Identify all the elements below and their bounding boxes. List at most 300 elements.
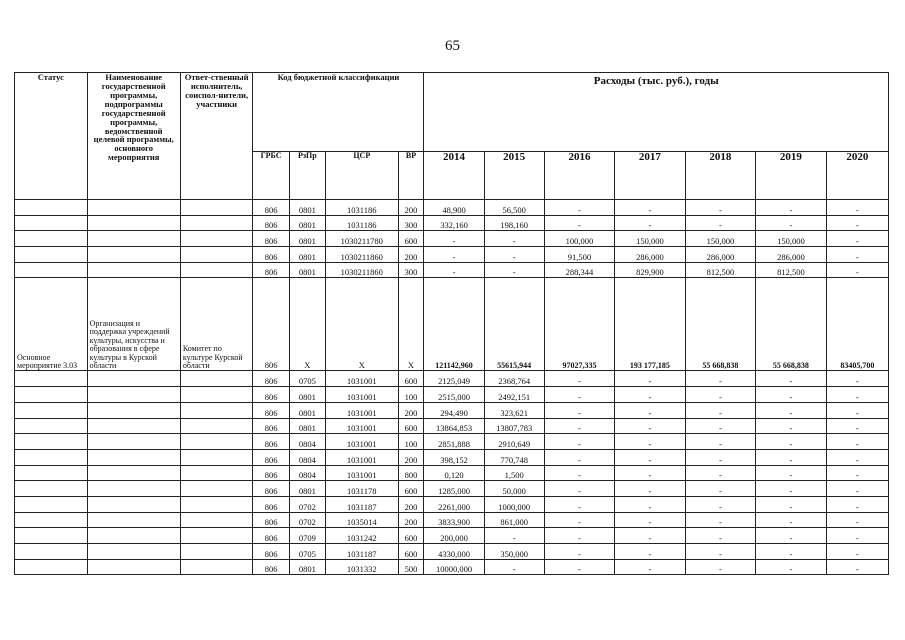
year-value-cell: 2125,049 <box>424 371 484 387</box>
csr-cell: 1030211860 <box>325 247 398 263</box>
table-body-top <box>15 200 889 278</box>
year-value-cell: - <box>826 262 888 278</box>
name-cell <box>87 465 180 481</box>
year-value-cell: - <box>756 465 826 481</box>
csr-cell: 1031001 <box>325 418 398 434</box>
executor-cell <box>180 512 253 528</box>
status-cell <box>15 496 88 512</box>
year-value-cell: 350,000 <box>484 544 544 560</box>
vr-cell: 800 <box>398 465 424 481</box>
year-value-cell: 150,000 <box>615 231 685 247</box>
year-value-cell: - <box>615 402 685 418</box>
executor-cell <box>180 371 253 387</box>
table-body-bottom <box>15 371 889 575</box>
table-row <box>15 371 889 387</box>
year-value-cell: - <box>756 387 826 403</box>
year-value-cell: 91,500 <box>544 247 614 263</box>
year-value-cell: - <box>826 200 888 216</box>
executor-cell <box>180 528 253 544</box>
rzpr-cell: 0702 <box>289 512 325 528</box>
year-value-cell: 812,500 <box>756 262 826 278</box>
year-value-cell: - <box>685 200 755 216</box>
year-value-cell: 286,000 <box>685 247 755 263</box>
status-cell <box>15 262 88 278</box>
year-value-cell: - <box>615 544 685 560</box>
header-year: 2018 <box>685 152 755 200</box>
name-cell <box>87 449 180 465</box>
rzpr-cell: 0801 <box>289 402 325 418</box>
year-value-cell: - <box>544 402 614 418</box>
year-value-cell: 10000,000 <box>424 559 484 575</box>
year-value-cell: - <box>484 262 544 278</box>
year-value-cell: - <box>685 402 755 418</box>
header-year: 2017 <box>615 152 685 200</box>
executor-cell <box>180 231 253 247</box>
year-value-cell: - <box>685 465 755 481</box>
csr-cell: 1031332 <box>325 559 398 575</box>
main-grbs: 806 <box>253 278 289 371</box>
table-row <box>15 215 889 231</box>
status-cell <box>15 371 88 387</box>
vr-cell: 200 <box>398 496 424 512</box>
header-grbs: ГРБС <box>253 152 289 200</box>
year-value-cell: - <box>544 215 614 231</box>
year-value-cell: - <box>756 371 826 387</box>
year-value-cell: - <box>685 528 755 544</box>
year-value-cell: - <box>615 418 685 434</box>
year-value-cell: - <box>685 215 755 231</box>
status-cell <box>15 544 88 560</box>
status-cell <box>15 465 88 481</box>
year-value-cell: - <box>484 247 544 263</box>
name-cell <box>87 418 180 434</box>
csr-cell: 1031001 <box>325 465 398 481</box>
year-value-cell: - <box>424 231 484 247</box>
rzpr-cell: 0801 <box>289 215 325 231</box>
year-value-cell: - <box>756 512 826 528</box>
table-row <box>15 387 889 403</box>
name-cell <box>87 528 180 544</box>
year-value-cell: 100,000 <box>544 231 614 247</box>
grbs-cell: 806 <box>253 434 289 450</box>
year-value-cell: 770,748 <box>484 449 544 465</box>
rzpr-cell: 0801 <box>289 231 325 247</box>
year-value-cell: - <box>826 387 888 403</box>
executor-cell <box>180 434 253 450</box>
year-value-cell: 2515,000 <box>424 387 484 403</box>
vr-cell: 200 <box>398 200 424 216</box>
grbs-cell: 806 <box>253 496 289 512</box>
year-value-cell: 48,900 <box>424 200 484 216</box>
vr-cell: 200 <box>398 247 424 263</box>
year-value-cell: - <box>756 544 826 560</box>
year-value-cell: 1,500 <box>484 465 544 481</box>
year-value-cell: - <box>756 215 826 231</box>
year-value-cell: - <box>615 387 685 403</box>
year-value-cell: - <box>685 559 755 575</box>
year-value-cell: 829,900 <box>615 262 685 278</box>
year-value-cell: - <box>826 449 888 465</box>
year-value-cell: - <box>826 434 888 450</box>
rzpr-cell: 0705 <box>289 371 325 387</box>
executor-cell <box>180 402 253 418</box>
year-value-cell: 0,120 <box>424 465 484 481</box>
name-cell <box>87 544 180 560</box>
csr-cell: 1031001 <box>325 449 398 465</box>
year-value-cell: - <box>756 496 826 512</box>
year-value-cell: - <box>826 371 888 387</box>
csr-cell: 1031178 <box>325 481 398 497</box>
header-year: 2014 <box>424 152 484 200</box>
table-row <box>15 402 889 418</box>
status-cell <box>15 481 88 497</box>
year-value-cell: 50,000 <box>484 481 544 497</box>
table-row <box>15 544 889 560</box>
rzpr-cell: 0801 <box>289 387 325 403</box>
year-value-cell: - <box>484 528 544 544</box>
csr-cell: 1031187 <box>325 496 398 512</box>
year-value-cell: - <box>685 449 755 465</box>
year-value-cell: - <box>756 481 826 497</box>
year-value-cell: - <box>826 231 888 247</box>
vr-cell: 200 <box>398 512 424 528</box>
name-cell <box>87 496 180 512</box>
year-value-cell: - <box>484 559 544 575</box>
main-executor: Комитет по культуре Курской области <box>180 278 253 371</box>
main-rzpr: X <box>289 278 325 371</box>
header-year: 2020 <box>826 152 888 200</box>
year-value-cell: - <box>615 200 685 216</box>
year-value-cell: - <box>544 528 614 544</box>
year-value-cell: 150,000 <box>756 231 826 247</box>
year-value-cell: 294,490 <box>424 402 484 418</box>
name-cell <box>87 434 180 450</box>
name-cell <box>87 559 180 575</box>
year-value-cell: - <box>615 215 685 231</box>
year-value-cell: 150,000 <box>685 231 755 247</box>
year-value-cell: 861,000 <box>484 512 544 528</box>
table-row <box>15 418 889 434</box>
main-year-value: 97027,335 <box>544 278 614 371</box>
csr-cell: 1031186 <box>325 215 398 231</box>
year-value-cell: 332,160 <box>424 215 484 231</box>
vr-cell: 300 <box>398 215 424 231</box>
grbs-cell: 806 <box>253 262 289 278</box>
table-row <box>15 247 889 263</box>
executor-cell <box>180 418 253 434</box>
main-year-value: 121142,960 <box>424 278 484 371</box>
rzpr-cell: 0705 <box>289 544 325 560</box>
table-body-main <box>15 278 889 371</box>
name-cell <box>87 371 180 387</box>
year-value-cell: - <box>756 449 826 465</box>
year-value-cell: - <box>685 418 755 434</box>
name-cell <box>87 512 180 528</box>
year-value-cell: - <box>544 559 614 575</box>
rzpr-cell: 0804 <box>289 449 325 465</box>
status-cell <box>15 247 88 263</box>
name-cell <box>87 402 180 418</box>
csr-cell: 1031001 <box>325 434 398 450</box>
csr-cell: 1031187 <box>325 544 398 560</box>
rzpr-cell: 0801 <box>289 247 325 263</box>
name-cell <box>87 215 180 231</box>
year-value-cell: - <box>826 512 888 528</box>
vr-cell: 600 <box>398 371 424 387</box>
grbs-cell: 806 <box>253 418 289 434</box>
rzpr-cell: 0804 <box>289 465 325 481</box>
year-value-cell: - <box>544 449 614 465</box>
status-cell <box>15 402 88 418</box>
year-value-cell: - <box>544 496 614 512</box>
year-value-cell: - <box>484 231 544 247</box>
year-value-cell: - <box>615 496 685 512</box>
main-year-value: 55 668,838 <box>685 278 755 371</box>
year-value-cell: - <box>615 449 685 465</box>
year-value-cell: 286,000 <box>615 247 685 263</box>
year-value-cell: - <box>826 481 888 497</box>
name-cell <box>87 481 180 497</box>
vr-cell: 600 <box>398 231 424 247</box>
main-name: Организация и поддержка учреждений культуры, искусства и образования в сфере культуры в Курской области <box>87 278 180 371</box>
year-value-cell: - <box>685 512 755 528</box>
year-value-cell: 198,160 <box>484 215 544 231</box>
csr-cell: 1030211780 <box>325 231 398 247</box>
year-value-cell: - <box>615 512 685 528</box>
executor-cell <box>180 559 253 575</box>
year-value-cell: 286,000 <box>756 247 826 263</box>
main-vr: X <box>398 278 424 371</box>
rzpr-cell: 0801 <box>289 481 325 497</box>
grbs-cell: 806 <box>253 215 289 231</box>
vr-cell: 200 <box>398 449 424 465</box>
status-cell <box>15 387 88 403</box>
header-vr: ВР <box>398 152 424 200</box>
year-value-cell: - <box>544 512 614 528</box>
year-value-cell: 812,500 <box>685 262 755 278</box>
grbs-cell: 806 <box>253 231 289 247</box>
grbs-cell: 806 <box>253 544 289 560</box>
year-value-cell: - <box>544 544 614 560</box>
year-value-cell: - <box>615 559 685 575</box>
year-value-cell: - <box>424 247 484 263</box>
table-row <box>15 200 889 216</box>
csr-cell: 1031001 <box>325 371 398 387</box>
grbs-cell: 806 <box>253 387 289 403</box>
main-year-value: 83405,700 <box>826 278 888 371</box>
year-value-cell: - <box>685 544 755 560</box>
name-cell <box>87 387 180 403</box>
executor-cell <box>180 465 253 481</box>
header-year: 2015 <box>484 152 544 200</box>
year-value-cell: - <box>544 434 614 450</box>
rzpr-cell: 0702 <box>289 496 325 512</box>
header-status: Статус <box>15 73 88 200</box>
year-value-cell: - <box>615 465 685 481</box>
year-value-cell: - <box>685 434 755 450</box>
header-rzpr: РзПр <box>289 152 325 200</box>
status-cell <box>15 215 88 231</box>
executor-cell <box>180 262 253 278</box>
year-value-cell: - <box>685 387 755 403</box>
year-value-cell: - <box>756 418 826 434</box>
year-value-cell: - <box>756 559 826 575</box>
year-value-cell: - <box>544 418 614 434</box>
name-cell <box>87 262 180 278</box>
year-value-cell: - <box>544 200 614 216</box>
year-value-cell: 2851,888 <box>424 434 484 450</box>
csr-cell: 1031186 <box>325 200 398 216</box>
year-value-cell: - <box>615 434 685 450</box>
main-csr: X <box>325 278 398 371</box>
table-row <box>15 512 889 528</box>
year-value-cell: 2261,000 <box>424 496 484 512</box>
name-cell <box>87 231 180 247</box>
table-row <box>15 434 889 450</box>
table-row <box>15 528 889 544</box>
rzpr-cell: 0804 <box>289 434 325 450</box>
rzpr-cell: 0801 <box>289 200 325 216</box>
status-cell <box>15 449 88 465</box>
header-kbk: Код бюджетной классификации <box>253 73 424 152</box>
vr-cell: 600 <box>398 481 424 497</box>
year-value-cell: - <box>756 200 826 216</box>
executor-cell <box>180 449 253 465</box>
year-value-cell: - <box>756 528 826 544</box>
year-value-cell: - <box>544 465 614 481</box>
grbs-cell: 806 <box>253 449 289 465</box>
csr-cell: 1031001 <box>325 402 398 418</box>
year-value-cell: 398,152 <box>424 449 484 465</box>
status-cell <box>15 559 88 575</box>
table-row <box>15 465 889 481</box>
year-value-cell: 1000,000 <box>484 496 544 512</box>
year-value-cell: 13807,783 <box>484 418 544 434</box>
year-value-cell: 13864,853 <box>424 418 484 434</box>
main-year-value: 55615,944 <box>484 278 544 371</box>
main-year-value: 193 177,185 <box>615 278 685 371</box>
table-row <box>15 481 889 497</box>
status-cell <box>15 200 88 216</box>
page-number: 65 <box>445 38 460 54</box>
year-value-cell: 200,000 <box>424 528 484 544</box>
main-row <box>15 278 889 371</box>
year-value-cell: 288,344 <box>544 262 614 278</box>
header-name: Наименование государственной программы, подпрограммы государственной программы, ведомственной целевой программы, основного мероприятия <box>87 73 180 200</box>
grbs-cell: 806 <box>253 481 289 497</box>
rzpr-cell: 0801 <box>289 559 325 575</box>
year-value-cell: - <box>615 481 685 497</box>
year-value-cell: - <box>826 559 888 575</box>
table-row <box>15 496 889 512</box>
vr-cell: 600 <box>398 544 424 560</box>
year-value-cell: 3833,900 <box>424 512 484 528</box>
vr-cell: 100 <box>398 387 424 403</box>
year-value-cell: - <box>826 528 888 544</box>
year-value-cell: - <box>615 528 685 544</box>
status-cell <box>15 528 88 544</box>
year-value-cell: - <box>544 387 614 403</box>
vr-cell: 500 <box>398 559 424 575</box>
header-executor: Ответ-ственный исполнитель, соиспол-нители, участники <box>180 73 253 200</box>
name-cell <box>87 247 180 263</box>
vr-cell: 100 <box>398 434 424 450</box>
year-value-cell: 323,621 <box>484 402 544 418</box>
vr-cell: 200 <box>398 402 424 418</box>
year-value-cell: - <box>685 481 755 497</box>
grbs-cell: 806 <box>253 559 289 575</box>
year-value-cell: - <box>756 434 826 450</box>
rzpr-cell: 0801 <box>289 418 325 434</box>
csr-cell: 1030211860 <box>325 262 398 278</box>
header-expenses: Расходы (тыс. руб.), годы <box>424 73 889 152</box>
year-value-cell: 2910,649 <box>484 434 544 450</box>
vr-cell: 600 <box>398 528 424 544</box>
year-value-cell: - <box>826 465 888 481</box>
year-value-cell: 56,500 <box>484 200 544 216</box>
grbs-cell: 806 <box>253 512 289 528</box>
year-value-cell: 2368,764 <box>484 371 544 387</box>
header-year: 2016 <box>544 152 614 200</box>
budget-table <box>14 72 889 575</box>
year-value-cell: - <box>544 371 614 387</box>
grbs-cell: 806 <box>253 465 289 481</box>
vr-cell: 300 <box>398 262 424 278</box>
grbs-cell: 806 <box>253 247 289 263</box>
executor-cell <box>180 387 253 403</box>
header-csr: ЦСР <box>325 152 398 200</box>
header-year: 2019 <box>756 152 826 200</box>
executor-cell <box>180 481 253 497</box>
csr-cell: 1031242 <box>325 528 398 544</box>
year-value-cell: - <box>826 247 888 263</box>
vr-cell: 600 <box>398 418 424 434</box>
year-value-cell: - <box>424 262 484 278</box>
grbs-cell: 806 <box>253 402 289 418</box>
table-row <box>15 449 889 465</box>
main-year-value: 55 668,838 <box>756 278 826 371</box>
csr-cell: 1031001 <box>325 387 398 403</box>
executor-cell <box>180 544 253 560</box>
executor-cell <box>180 247 253 263</box>
year-value-cell: - <box>544 481 614 497</box>
table-row <box>15 231 889 247</box>
executor-cell <box>180 200 253 216</box>
rzpr-cell: 0709 <box>289 528 325 544</box>
table-row <box>15 262 889 278</box>
year-value-cell: - <box>685 371 755 387</box>
csr-cell: 1035014 <box>325 512 398 528</box>
year-value-cell: - <box>685 496 755 512</box>
year-value-cell: 2492,151 <box>484 387 544 403</box>
status-cell <box>15 512 88 528</box>
rzpr-cell: 0801 <box>289 262 325 278</box>
main-status: Основное мероприятие 3.03 <box>15 278 88 371</box>
year-value-cell: - <box>826 215 888 231</box>
year-value-cell: - <box>756 402 826 418</box>
name-cell <box>87 200 180 216</box>
status-cell <box>15 231 88 247</box>
year-value-cell: - <box>826 418 888 434</box>
executor-cell <box>180 215 253 231</box>
grbs-cell: 806 <box>253 528 289 544</box>
year-value-cell: - <box>826 496 888 512</box>
status-cell <box>15 434 88 450</box>
year-value-cell: - <box>826 402 888 418</box>
grbs-cell: 806 <box>253 200 289 216</box>
year-value-cell: 1285,000 <box>424 481 484 497</box>
status-cell <box>15 418 88 434</box>
